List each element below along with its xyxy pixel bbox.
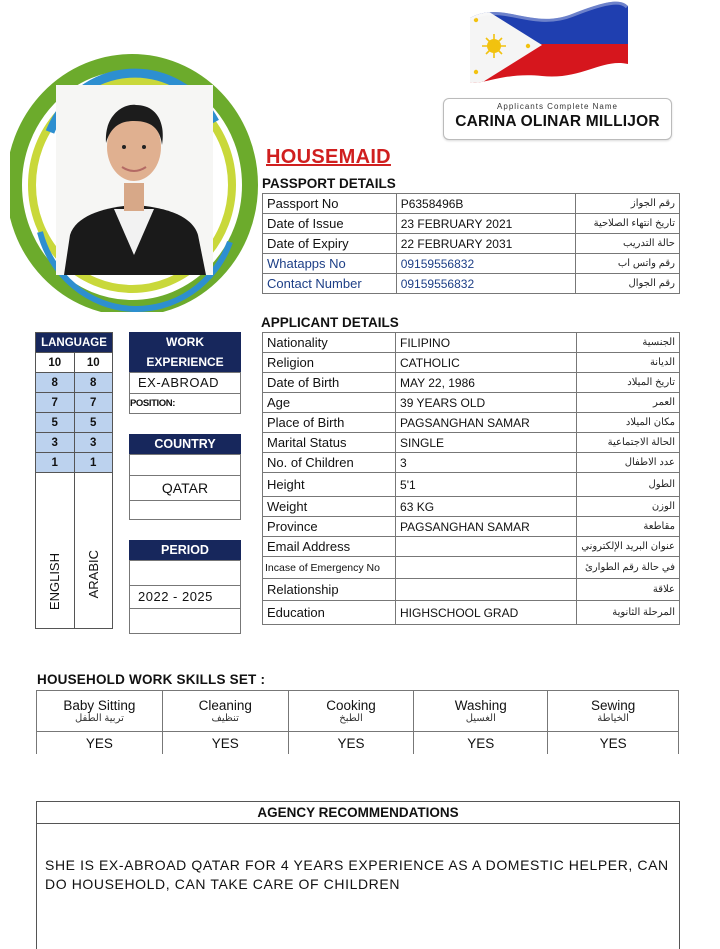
skill-name: Sewing: [590, 698, 636, 713]
applicant-field-label: No. of Children: [263, 453, 396, 473]
applicant-field-value: [396, 579, 577, 601]
arabic-level: 10: [74, 353, 113, 373]
skill-name-cell: [414, 691, 548, 732]
applicant-field-arabic: المرحلة الثانوية: [577, 601, 680, 625]
applicant-row: [263, 557, 680, 579]
applicant-field-label: Education: [263, 601, 396, 625]
country-header: COUNTRY: [129, 434, 241, 454]
passport-field-value: 09159556832: [396, 274, 575, 294]
applicant-row: [263, 393, 680, 413]
skill-name-arabic: الطبخ: [339, 713, 363, 724]
passport-field-arabic: رقم الجوال: [576, 274, 680, 294]
philippine-flag-icon: [462, 0, 632, 90]
passport-field-arabic: تاريخ انتهاء الصلاحية: [576, 214, 680, 234]
skill-name-arabic: الخياطة: [597, 713, 629, 724]
passport-field-label: Contact Number: [263, 274, 397, 294]
applicant-field-value: [396, 537, 577, 557]
period-header: PERIOD: [129, 540, 241, 560]
applicant-field-value: PAGSANGHAN SAMAR: [396, 413, 577, 433]
skill-name-cell: [288, 691, 414, 732]
applicant-field-value: CATHOLIC: [396, 353, 577, 373]
arabic-level: 1: [74, 453, 113, 473]
applicant-field-label: Date of Birth: [263, 373, 396, 393]
applicant-field-value: [396, 557, 577, 579]
applicant-name-label: Applicants Complete Name: [497, 102, 618, 111]
applicant-row: [263, 473, 680, 497]
work-experience-column: [129, 332, 241, 634]
skill-value: YES: [162, 732, 288, 755]
skill-name-arabic: تنظيف: [211, 713, 239, 724]
applicant-field-arabic: الطول: [577, 473, 680, 497]
agency-recommendations-text: SHE IS EX-ABROAD QATAR FOR 4 YEARS EXPERIENCE AS A DOMESTIC HELPER, CAN DO HOUSEHOLD, CAN TAKE CARE OF CHILDREN: [45, 857, 669, 892]
applicant-row: [263, 353, 680, 373]
applicant-field-arabic: الجنسية: [577, 333, 680, 353]
passport-row: [263, 234, 680, 254]
arabic-level: 3: [74, 433, 113, 453]
passport-row: [263, 254, 680, 274]
passport-field-arabic: رقم واتس اب: [576, 254, 680, 274]
language-level-row: [36, 393, 113, 413]
work-experience-value: EX-ABROAD: [129, 372, 241, 394]
english-level: 7: [36, 393, 75, 413]
applicant-field-value: MAY 22, 1986: [396, 373, 577, 393]
applicant-details-heading: APPLICANT DETAILS: [261, 315, 399, 330]
applicant-field-value: 39 YEARS OLD: [396, 393, 577, 413]
applicant-row: [263, 453, 680, 473]
arabic-level: 8: [74, 373, 113, 393]
applicant-row: [263, 537, 680, 557]
passport-field-label: Passport No: [263, 194, 397, 214]
passport-field-arabic: حالة التدريب: [576, 234, 680, 254]
applicant-field-value: SINGLE: [396, 433, 577, 453]
applicant-field-value: 63 KG: [396, 497, 577, 517]
agency-recommendations-heading: AGENCY RECOMMENDATIONS: [37, 802, 679, 824]
skills-heading: HOUSEHOLD WORK SKILLS SET :: [37, 672, 266, 687]
skill-value: YES: [548, 732, 679, 755]
applicant-row: [263, 601, 680, 625]
work-experience-header: WORK EXPERIENCE: [129, 332, 241, 372]
applicant-name-box: [443, 98, 672, 140]
applicant-field-arabic: الحالة الاجتماعية: [577, 433, 680, 453]
applicant-table: [262, 332, 680, 625]
applicant-field-arabic: تاريخ الميلاد: [577, 373, 680, 393]
passport-field-value: 09159556832: [396, 254, 575, 274]
skill-name-cell: [37, 691, 163, 732]
english-level: 1: [36, 453, 75, 473]
language-english-label: ENGLISH: [47, 552, 63, 610]
country-value: QATAR: [129, 476, 241, 501]
english-level: 8: [36, 373, 75, 393]
skill-name-arabic: الغسيل: [465, 713, 496, 724]
passport-field-label: Whatapps No: [263, 254, 397, 274]
applicant-field-arabic: في حالة رقم الطوارئ: [577, 557, 680, 579]
skill-value: YES: [37, 732, 163, 755]
applicant-name-value: CARINA OLINAR MILLIJOR: [455, 113, 660, 130]
language-header: LANGUAGE: [36, 333, 113, 353]
language-level-row: [36, 373, 113, 393]
skill-name: Cleaning: [198, 698, 252, 713]
passport-field-value: 23 FEBRUARY 2021: [396, 214, 575, 234]
language-level-row: [36, 353, 113, 373]
applicant-field-label: Religion: [263, 353, 396, 373]
applicant-row: [263, 579, 680, 601]
applicant-row: [263, 433, 680, 453]
applicant-field-label: Weight: [263, 497, 396, 517]
applicant-field-arabic: الوزن: [577, 497, 680, 517]
applicant-field-value: HIGHSCHOOL GRAD: [396, 601, 577, 625]
applicant-field-value: 5'1: [396, 473, 577, 497]
passport-field-value: P6358496B: [396, 194, 575, 214]
skill-name: Washing: [454, 698, 507, 713]
applicant-field-label: Incase of Emergency No: [263, 557, 396, 579]
applicant-field-label: Height: [263, 473, 396, 497]
applicant-row: [263, 497, 680, 517]
applicant-field-label: Marital Status: [263, 433, 396, 453]
applicant-field-label: Relationship: [263, 579, 396, 601]
applicant-row: [263, 517, 680, 537]
skills-table: [36, 690, 679, 754]
applicant-field-arabic: علاقة: [577, 579, 680, 601]
applicant-field-value: PAGSANGHAN SAMAR: [396, 517, 577, 537]
passport-field-value: 22 FEBRUARY 2031: [396, 234, 575, 254]
agency-recommendations-box: [36, 801, 680, 949]
skill-name-cell: [162, 691, 288, 732]
passport-row: [263, 214, 680, 234]
language-table: [35, 332, 113, 629]
english-level: 5: [36, 413, 75, 433]
passport-field-label: Date of Issue: [263, 214, 397, 234]
language-arabic-label: ARABIC: [85, 549, 101, 598]
skill-value: YES: [288, 732, 414, 755]
skill-name: Baby Sitting: [63, 698, 136, 713]
language-english-cell: [36, 473, 75, 629]
arabic-level: 5: [74, 413, 113, 433]
applicant-field-arabic: عنوان البريد الإلكتروني: [577, 537, 680, 557]
applicant-row: [263, 333, 680, 353]
language-level-row: [36, 453, 113, 473]
applicant-field-value: FILIPINO: [396, 333, 577, 353]
language-arabic-cell: [74, 473, 113, 629]
applicant-field-arabic: مكان الميلاد: [577, 413, 680, 433]
applicant-row: [263, 373, 680, 393]
applicant-field-arabic: عدد الاطفال: [577, 453, 680, 473]
skill-name-cell: [548, 691, 679, 732]
applicant-field-arabic: مقاطعة: [577, 517, 680, 537]
arabic-level: 7: [74, 393, 113, 413]
skill-value: YES: [414, 732, 548, 755]
applicant-field-arabic: الديانة: [577, 353, 680, 373]
period-value: 2022 - 2025: [129, 586, 241, 609]
applicant-field-value: 3: [396, 453, 577, 473]
position-label: POSITION:: [129, 394, 241, 414]
english-level: 3: [36, 433, 75, 453]
english-level: 10: [36, 353, 75, 373]
passport-details-heading: PASSPORT DETAILS: [262, 176, 396, 191]
job-title: HOUSEMAID: [266, 146, 391, 168]
language-level-row: [36, 433, 113, 453]
applicant-photo: [56, 85, 213, 275]
applicant-field-arabic: العمر: [577, 393, 680, 413]
language-level-row: [36, 413, 113, 433]
applicant-field-label: Email Address: [263, 537, 396, 557]
skill-name: Cooking: [326, 698, 376, 713]
passport-field-arabic: رقم الجواز: [576, 194, 680, 214]
passport-field-label: Date of Expiry: [263, 234, 397, 254]
passport-row: [263, 194, 680, 214]
passport-row: [263, 274, 680, 294]
applicant-field-label: Age: [263, 393, 396, 413]
applicant-row: [263, 413, 680, 433]
applicant-field-label: Place of Birth: [263, 413, 396, 433]
passport-table: [262, 193, 680, 294]
applicant-field-label: Nationality: [263, 333, 396, 353]
applicant-field-label: Province: [263, 517, 396, 537]
skill-name-arabic: تربية الطفل: [74, 713, 124, 724]
